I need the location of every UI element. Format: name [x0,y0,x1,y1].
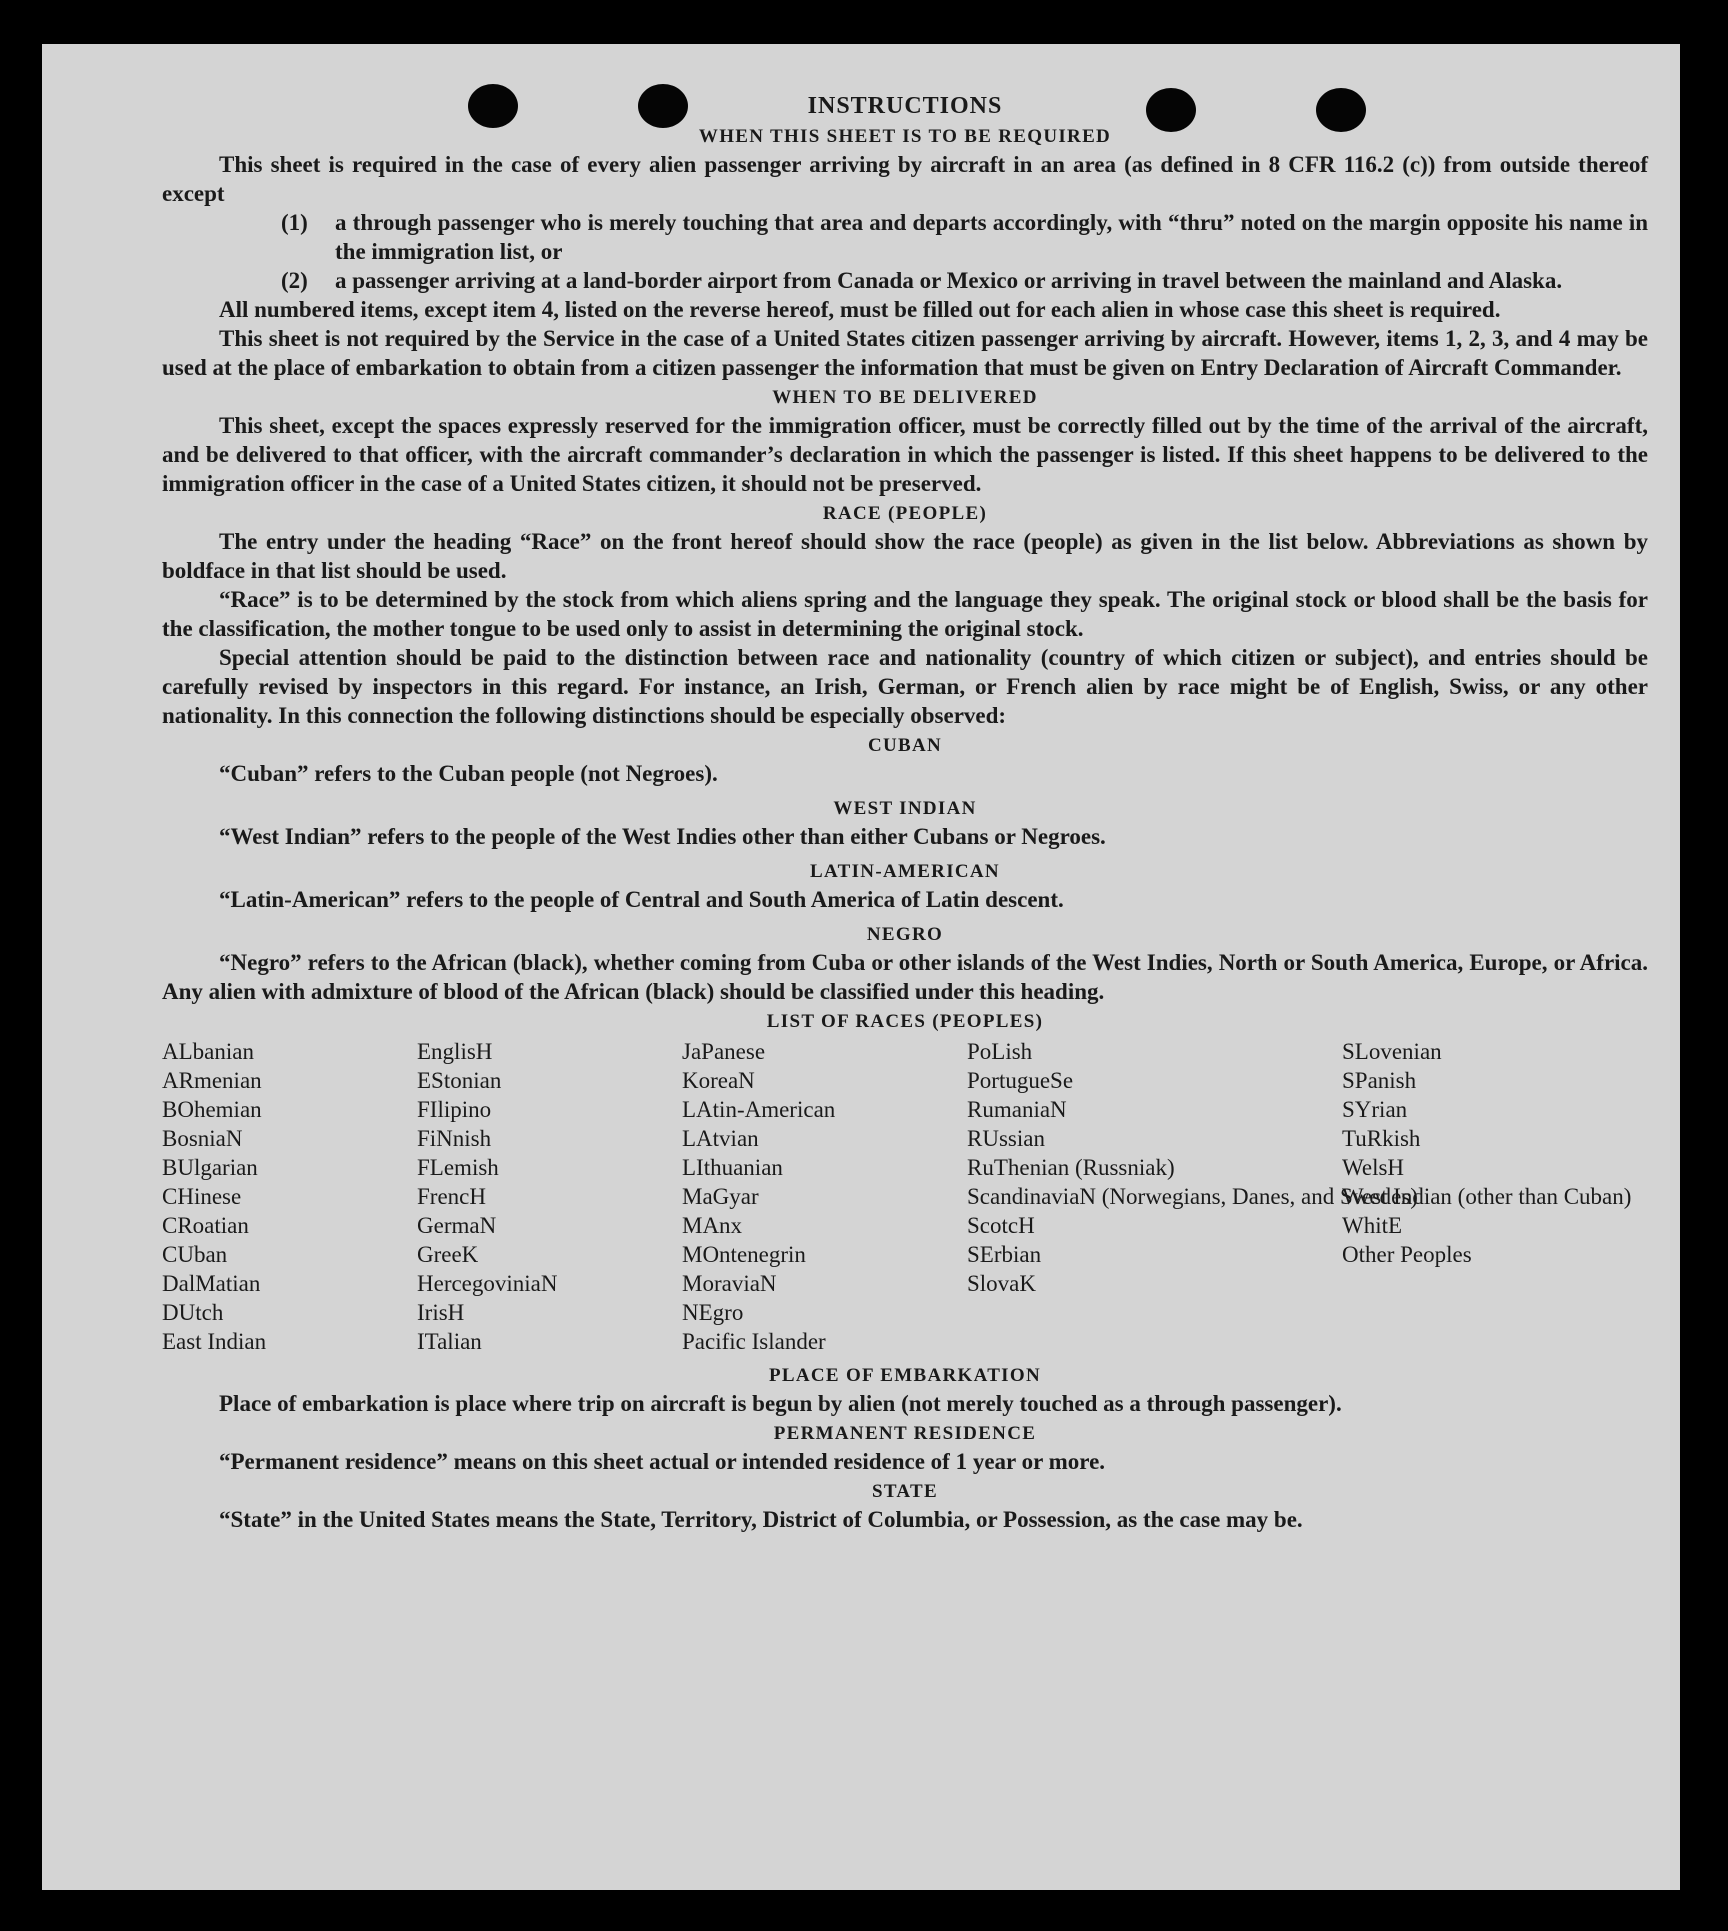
heading-embarkation: PLACE OF EMBARKATION [769,1365,1041,1386]
item-number: (2) [281,268,308,293]
race-entry: FLemish [417,1155,499,1180]
races-column [417,1037,682,1356]
heading-required: WHEN THIS SHEET IS TO BE REQUIRED [698,126,1112,147]
race-entry: RuThenian (Russniak) [967,1155,1175,1180]
exception-item [162,266,1648,295]
race-para-1: The entry under the heading “Race” on the front hereof should show the race (people) as given in the list below. Abbreviations as shown by boldface in that list should be used. [162,529,1648,583]
race-entry: East Indian [162,1329,267,1354]
required-para-3: This sheet is not required by the Service in the case of a United States citizen passenger arriving by aircraft. However, items 1, 2, 3, and 4 may be used at the place of embarkation to obtain from a citizen passenger the information that must be given on Entry Declaration of Aircraft Commander. [162,326,1648,380]
race-entry: ALbanian [162,1039,254,1064]
latin-american-text: “Latin-American” refers to the people of Central and South America of Latin descent. [219,887,1064,912]
race-entry: EStonian [417,1068,502,1093]
race-entry: RumaniaN [967,1097,1067,1122]
race-entry: ITalian [417,1329,482,1354]
race-entry: MOntenegrin [682,1242,806,1267]
heading-state: STATE [872,1481,938,1502]
race-entry: WelsH [1342,1155,1405,1180]
race-para-2: “Race” is to be determined by the stock from which aliens spring and the language they speak. The original stock or blood shall be the basis for the classification, the mother tongue to be used only to assist in determining the original stock. [162,587,1648,641]
race-entry: FrencH [417,1184,486,1209]
race-entry: ScandinaviaN (Norwegians, Danes, and Swedes) [967,1184,1418,1209]
race-entry: GermaN [417,1213,497,1238]
embarkation-text: Place of embarkation is place where trip on aircraft is begun by alien (not merely touched as a through passenger). [219,1391,1342,1416]
race-entry: DalMatian [162,1271,261,1296]
race-para-3: Special attention should be paid to the distinction between race and nationality (country of which citizen or subject), and entries should be carefully revised by inspectors in this regard. For instance, an Irish, German, or French alien by race might be of English, Swiss, or any other nationality. In this connection the following distinctions should be especially observed: [162,645,1648,728]
race-entry: HercegoviniaN [417,1271,558,1296]
negro-text: “Negro” refers to the African (black), whether coming from Cuba or other islands of the West Indies, North or South America, Europe, or Africa. Any alien with admixture of blood of the African (black) should be classified under this heading. [162,950,1648,1004]
race-entry: BUlgarian [162,1155,258,1180]
race-entry: GreeK [417,1242,479,1267]
race-entry: PortugueSe [967,1068,1074,1093]
races-column [162,1037,417,1356]
residence-text: “Permanent residence” means on this sheet actual or intended residence of 1 year or more. [219,1449,1106,1474]
instructions-content [162,92,1648,1534]
race-entry: IrisH [417,1300,465,1325]
race-entry: ScotcH [967,1213,1035,1238]
heading-list-of-races: LIST OF RACES (PEOPLES) [766,1011,1044,1032]
cuban-text: “Cuban” refers to the Cuban people (not Negroes). [219,761,718,786]
race-entry: MAnx [682,1213,743,1238]
races-list [162,1037,1648,1356]
race-entry: MaGyar [682,1184,759,1209]
races-column [682,1037,967,1356]
race-entry: WhitE [1342,1213,1403,1238]
race-entry: JaPanese [682,1039,766,1064]
item-number: (1) [281,210,308,235]
item-text: a through passenger who is merely touching that area and departs accordingly, with “thru” noted on the margin opposite his name in the immigration list, or [335,210,1648,264]
race-entry: RUssian [967,1126,1045,1151]
west-indian-text: “West Indian” refers to the people of the West Indies other than either Cubans or Negroes. [219,824,1106,849]
race-entry: LAtin-American [682,1097,836,1122]
race-entry: NEgro [682,1300,744,1325]
race-entry: KoreaN [682,1068,755,1093]
race-entry: EnglisH [417,1039,493,1064]
required-intro: This sheet is required in the case of every alien passenger arriving by aircraft in an area (as defined in 8 CFR 116.2 (c)) from outside thereof except [162,152,1648,206]
race-entry: FIlipino [417,1097,492,1122]
heading-cuban: CUBAN [867,735,943,756]
required-para-2: All numbered items, except item 4, listed on the reverse hereof, must be filled out for each alien in whose case this sheet is required. [219,297,1501,322]
race-entry: ARmenian [162,1068,262,1093]
race-entry: SLovenian [1342,1039,1442,1064]
heading-residence: PERMANENT RESIDENCE [773,1423,1037,1444]
race-entry: PoLish [967,1039,1033,1064]
race-entry: SPanish [1342,1068,1417,1093]
race-entry: MoraviaN [682,1271,777,1296]
heading-negro: NEGRO [866,924,944,945]
race-entry: LAtvian [682,1126,759,1151]
heading-west-indian: WEST INDIAN [833,798,977,819]
race-entry: TuRkish [1342,1126,1421,1151]
race-entry: SYrian [1342,1097,1408,1122]
race-entry: BOhemian [162,1097,262,1122]
document-page [42,44,1680,1890]
race-entry: CHinese [162,1184,242,1209]
race-entry: SErbian [967,1242,1042,1267]
heading-latin-american: LATIN-AMERICAN [810,861,1000,882]
exception-item [162,208,1648,266]
heading-delivered: WHEN TO BE DELIVERED [772,387,1038,408]
race-entry: CRoatian [162,1213,249,1238]
race-entry: DUtch [162,1300,224,1325]
race-entry: Other Peoples [1342,1242,1472,1267]
race-entry: SlovaK [967,1271,1036,1296]
heading-race: RACE (PEOPLE) [822,503,988,524]
page-title: INSTRUCTIONS [807,93,1003,119]
state-text: “State” in the United States means the State, Territory, District of Columbia, or Possession, as the case may be. [219,1507,1303,1532]
race-entry: West Indian (other than Cuban) [1342,1184,1632,1209]
races-column [1342,1037,1648,1356]
race-entry: Pacific Islander [682,1329,826,1354]
race-entry: BosniaN [162,1126,243,1151]
race-entry: LIthuanian [682,1155,783,1180]
delivered-text: This sheet, except the spaces expressly reserved for the immigration officer, must be correctly filled out by the time of the arrival of the aircraft, and be delivered to that officer, with the aircraft commander’s declaration in which the passenger is listed. If this sheet happens to be delivered to the immigration officer in the case of a United States citizen, it should not be preserved. [162,413,1648,496]
race-entry: CUban [162,1242,228,1267]
item-text: a passenger arriving at a land-border airport from Canada or Mexico or arriving in travel between the mainland and Alaska. [335,268,1563,293]
race-entry: FiNnish [417,1126,492,1151]
